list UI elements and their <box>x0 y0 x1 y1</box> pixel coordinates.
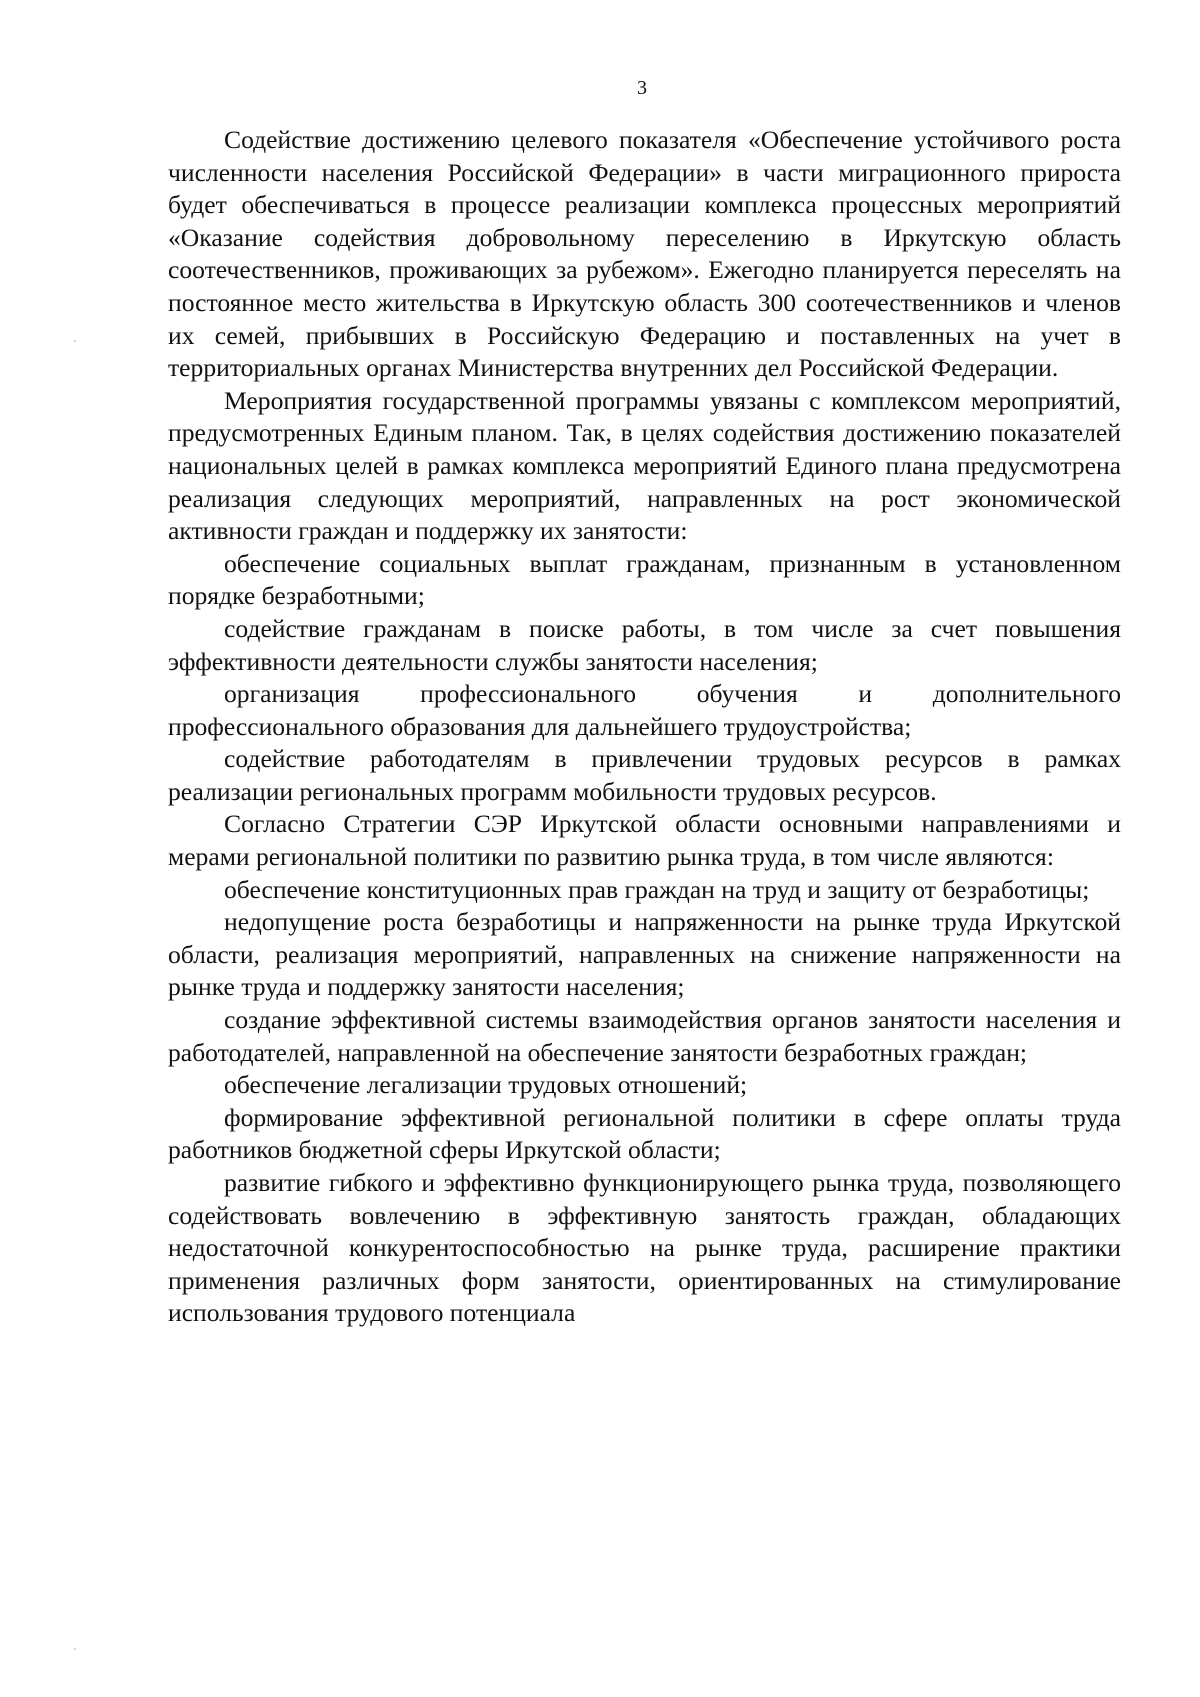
list-item-unemployment-prevention: недопущение роста безработицы и напряженности на рынке труда Иркутской области, реализация мероприятий, направленных на снижение напряженности на рынке труда и поддержку занятости населения; <box>168 907 1121 1002</box>
list-item-wage-policy: формирование эффективной региональной политики в сфере оплаты труда работников бюджетной сферы Иркутской области; <box>168 1102 1121 1165</box>
list-item-vocational-training: организация профессионального обучения и дополнительного профессионального образования для дальнейшего трудоустройства; <box>168 679 1121 741</box>
list-item-constitutional-rights: обеспечение конституционных прав граждан на труд и защиту от безработицы; <box>224 874 1090 904</box>
paragraph-strategy-ser: Согласно Стратегии СЭР Иркутской области основными направлениями и мерами региональной политики по развитию рынка труда, в том числе являются: <box>168 809 1121 872</box>
list-item-interaction-system: создание эффективной системы взаимодействия органов занятости населения и работодателей, направленной на обеспечение занятости безработных граждан; <box>168 1005 1121 1067</box>
list-item-legalization: обеспечение легализации трудовых отношений; <box>224 1070 748 1100</box>
paragraph-unified-plan: Мероприятия государственной программы увязаны с комплексом мероприятий, предусмотренных Единым планом. Так, в целях содействия достижению показателей национальных целей в рамках комплекса мероприятий Единого плана предусмотрена реализация следующих мероприятий, направленных на рост экономической активности граждан и поддержку их занятости: <box>168 385 1121 546</box>
scan-speck <box>74 340 76 342</box>
page-number: 3 <box>637 77 647 99</box>
paragraph-migration-target: Содействие достижению целевого показателя «Обеспечение устойчивого роста численности населения Российской Федерации» в части миграционного прироста будет обеспечиваться в процессе реализации комплекса процессных мероприятий «Оказание содействия добровольному переселению в Иркутскую область соотечественников, проживающих за рубежом». Ежегодно планируется переселять на постоянное место жительства в Иркутскую область 300 соотечественников и членов их семей, прибывших в Российскую Федерацию и поставленных на учет в территориальных органах Министерства внутренних дел Российской Федерации. <box>168 125 1121 383</box>
list-item-social-payments: обеспечение социальных выплат гражданам, признанным в установленном порядке безработными; <box>168 548 1121 611</box>
list-item-job-search: содействие гражданам в поиске работы, в том числе за счет повышения эффективности деятельности службы занятости населения; <box>168 613 1121 676</box>
list-item-flexible-labor-market: развитие гибкого и эффективно функционирующего рынка труда, позволяющего содействовать вовлечению в эффективную занятость граждан, обладающих недостаточной конкурентоспособностью на рынке труда, расширение практики применения различных форм занятости, ориентированных на стимулирование использования трудового потенциала <box>168 1168 1121 1328</box>
scan-speck <box>74 1648 76 1650</box>
list-item-employer-assistance: содействие работодателям в привлечении трудовых ресурсов в рамках реализации региональных программ мобильности трудовых ресурсов. <box>168 744 1121 806</box>
document-body <box>168 124 1121 1330</box>
